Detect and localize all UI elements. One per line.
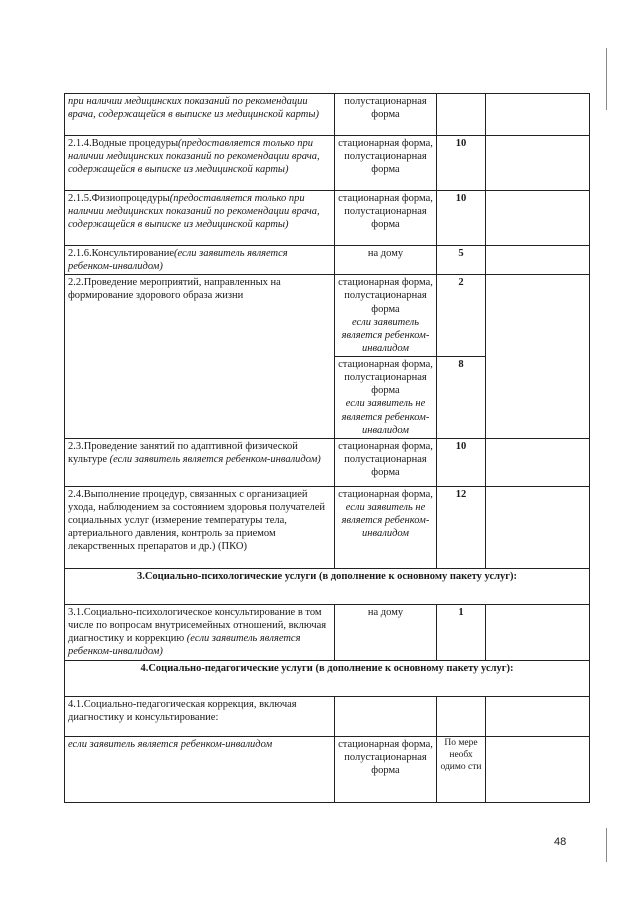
service-quantity xyxy=(437,696,486,736)
empty-cell xyxy=(486,275,590,439)
service-name: 3.1.Социально-психологическое консультирование в том числе по вопросам внутрисемейных отношений, включая диагностику и коррекцию (если заявитель является ребенком-инвалидом) xyxy=(65,604,335,660)
service-form: стационарная форма, если заявитель не является ребенком-инвалидом xyxy=(335,486,437,568)
service-form xyxy=(335,696,437,736)
service-quantity: 1 xyxy=(437,604,486,660)
service-form: стационарная форма, полустационарная форма xyxy=(335,191,437,246)
table-row xyxy=(65,191,590,246)
service-quantity: 10 xyxy=(437,136,486,191)
service-quantity xyxy=(437,94,486,136)
service-name: 2.1.4.Водные процедуры(предоставляется только при наличии медицинских показаний по рекомендации врача, содержащейся в выписке из медицинской карты) xyxy=(65,136,335,191)
service-quantity: 10 xyxy=(437,191,486,246)
empty-cell xyxy=(486,438,590,486)
service-quantity: 5 xyxy=(437,246,486,275)
table-row xyxy=(65,438,590,486)
scan-edge-mark xyxy=(606,48,607,110)
section-header-row xyxy=(65,568,590,604)
table-row xyxy=(65,604,590,660)
service-form: на дому xyxy=(335,246,437,275)
service-name: 2.3.Проведение занятий по адаптивной физической культуре (если заявитель является ребенком-инвалидом) xyxy=(65,438,335,486)
section-4-title: 4.Социально-педагогические услуги (в дополнение к основному пакету услуг): xyxy=(65,660,590,696)
table-row xyxy=(65,486,590,568)
section-3-title: 3.Социально-психологические услуги (в дополнение к основному пакету услуг): xyxy=(65,568,590,604)
empty-cell xyxy=(486,736,590,802)
service-name: 2.1.6.Консультирование(если заявитель является ребенком-инвалидом) xyxy=(65,246,335,275)
service-form: стационарная форма, полустационарная форма xyxy=(335,136,437,191)
service-name: при наличии медицинских показаний по рекомендации врача, содержащейся в выписке из медицинской карты) xyxy=(65,94,335,136)
page-number: 48 xyxy=(554,836,567,848)
service-form: стационарная форма, полустационарная форма если заявитель является ребенком-инвалидом xyxy=(335,275,437,357)
table-row xyxy=(65,136,590,191)
empty-cell xyxy=(486,604,590,660)
service-form: стационарная форма, полустационарная форма xyxy=(335,736,437,802)
empty-cell xyxy=(486,191,590,246)
empty-cell xyxy=(486,246,590,275)
service-form: стационарная форма, полустационарная форма xyxy=(335,438,437,486)
services-table xyxy=(64,93,590,803)
service-quantity: 12 xyxy=(437,486,486,568)
service-name: если заявитель является ребенком-инвалидом xyxy=(65,736,335,802)
service-quantity: По мере необх одимо сти xyxy=(437,736,486,802)
service-form: стационарная форма, полустационарная форма если заявитель не является ребенком-инвалидом xyxy=(335,357,437,439)
table-row xyxy=(65,246,590,275)
service-quantity: 2 xyxy=(437,275,486,357)
service-name: 2.1.5.Физиопроцедуры(предоставляется только при наличии медицинских показаний по рекомендации врача, содержащейся в выписке из медицинской карты) xyxy=(65,191,335,246)
service-name: 4.1.Социально-педагогическая коррекция, включая диагностику и консультирование: xyxy=(65,696,335,736)
empty-cell xyxy=(486,136,590,191)
table-row xyxy=(65,696,590,736)
section-header-row xyxy=(65,660,590,696)
empty-cell xyxy=(486,94,590,136)
service-name: 2.4.Выполнение процедур, связанных с организацией ухода, наблюдением за состоянием здоровья получателей социальных услуг (измерение температуры тела, артериального давления, контроль за приемом лекарственных препаратов и др.) (ПКО) xyxy=(65,486,335,568)
table-row xyxy=(65,736,590,802)
service-name: 2.2.Проведение мероприятий, направленных на формирование здорового образа жизни xyxy=(65,275,335,439)
empty-cell xyxy=(486,696,590,736)
service-quantity: 10 xyxy=(437,438,486,486)
scan-edge-mark xyxy=(606,828,607,862)
table-row xyxy=(65,275,590,357)
service-form: полустационарная форма xyxy=(335,94,437,136)
empty-cell xyxy=(486,486,590,568)
table-row xyxy=(65,94,590,136)
service-form: на дому xyxy=(335,604,437,660)
service-quantity: 8 xyxy=(437,357,486,439)
